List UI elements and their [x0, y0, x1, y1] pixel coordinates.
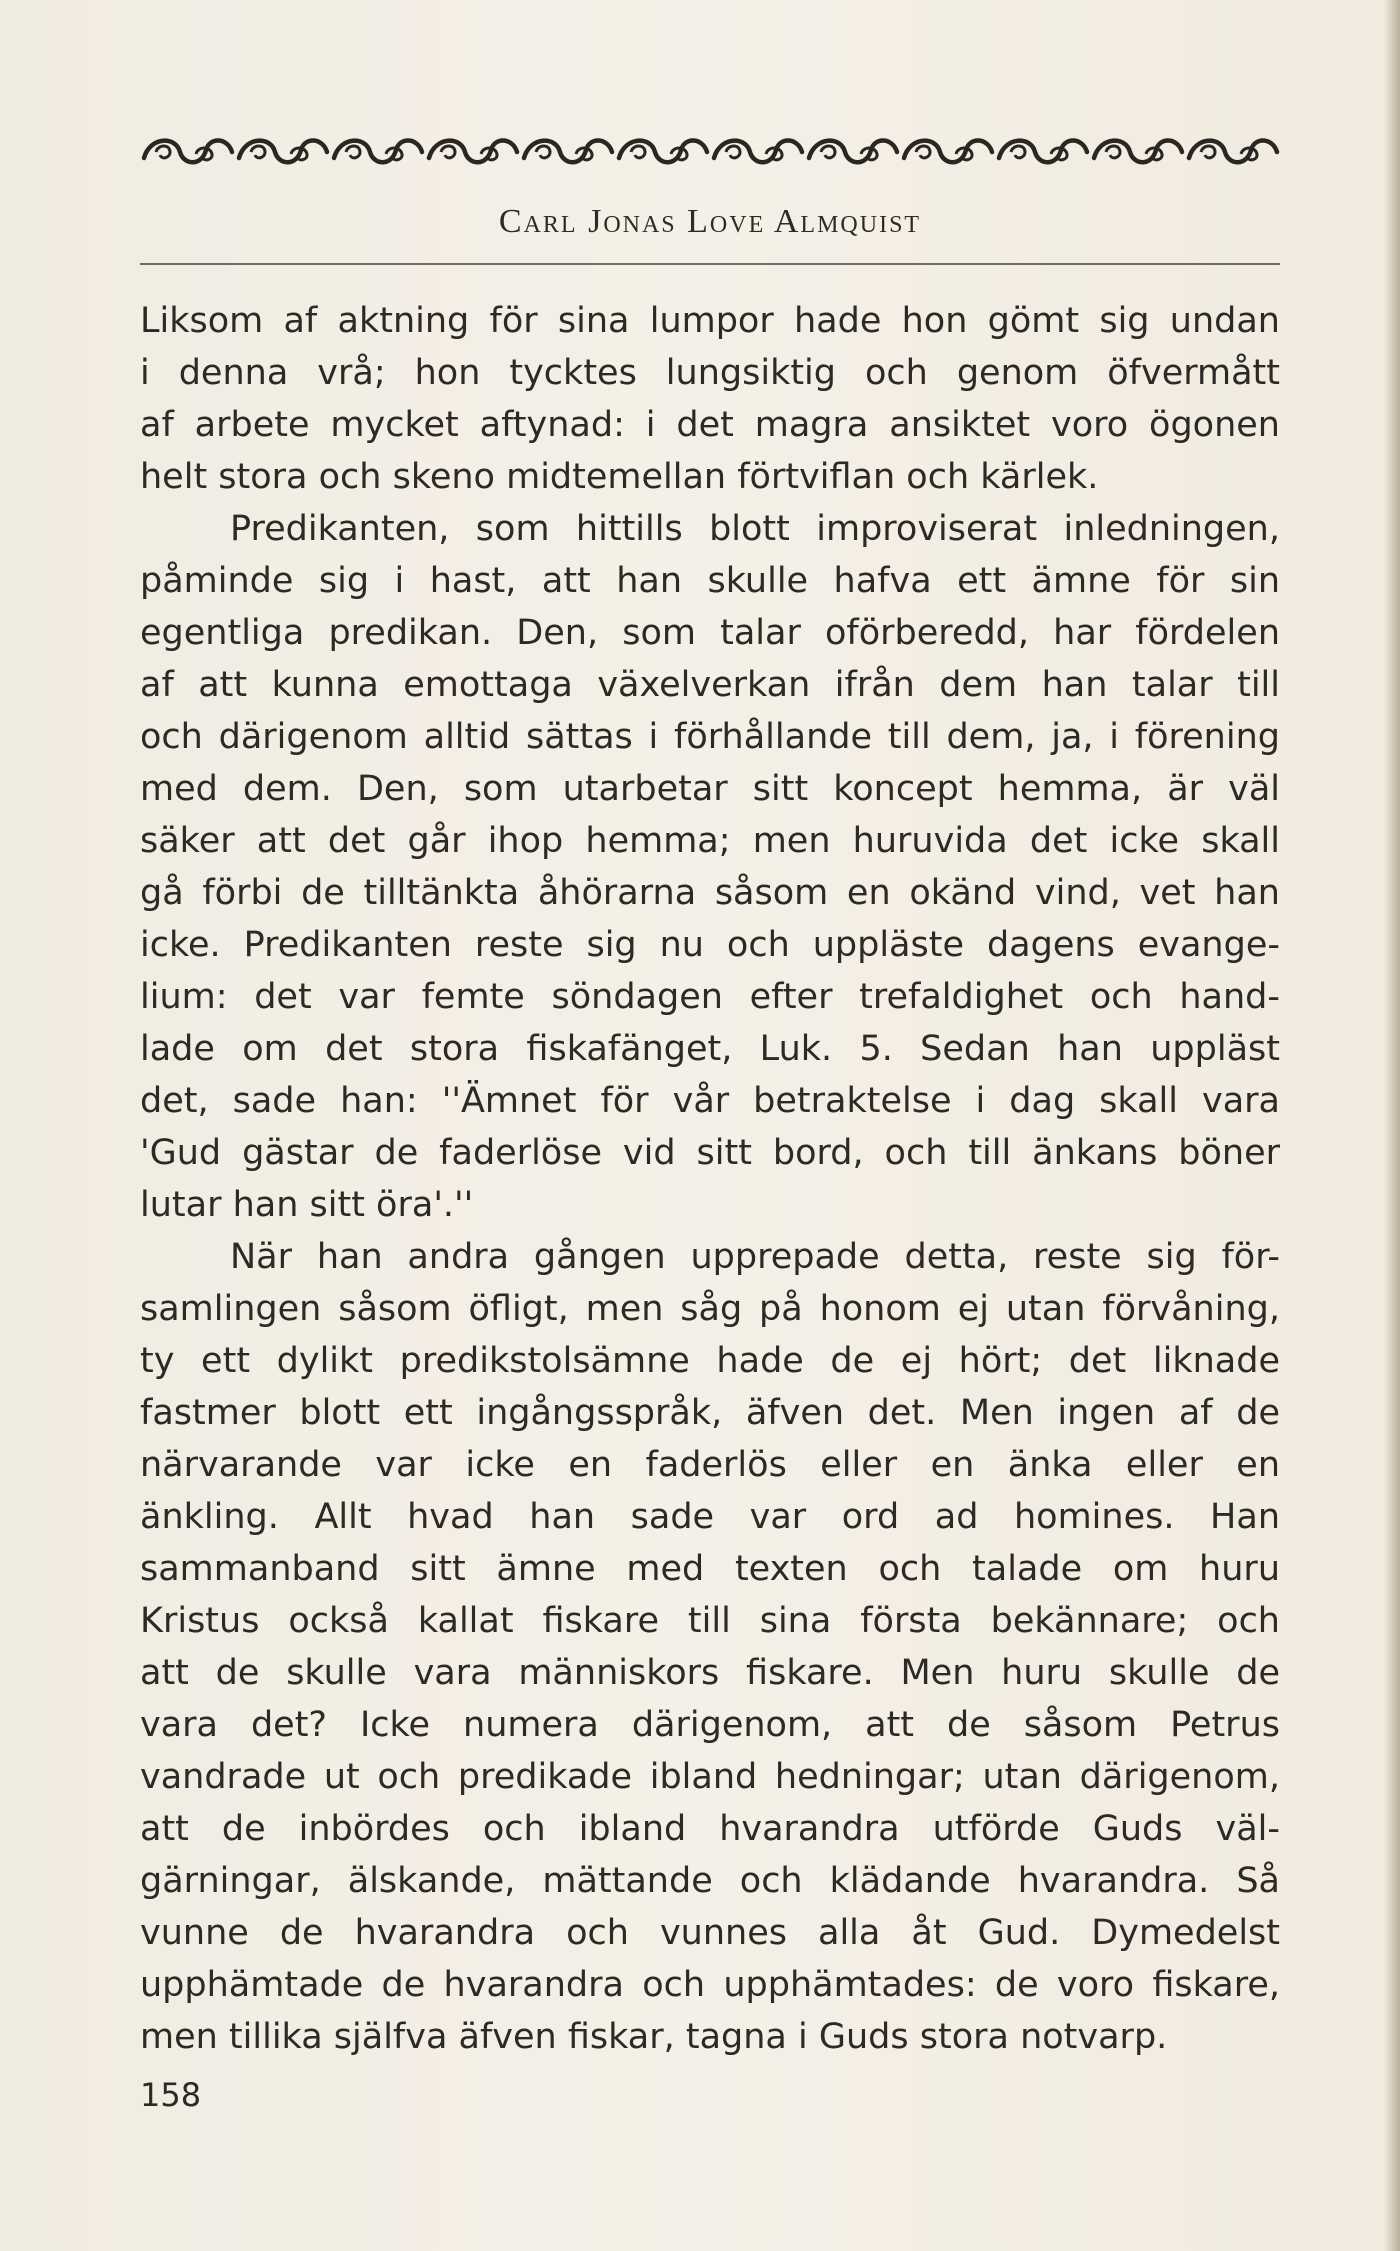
- running-head-title: Carl Jonas Love Almquist: [498, 203, 922, 240]
- text-line: det, sade han: ''Ämnet för vår betraktelse i dag skall vara: [140, 1081, 1280, 1121]
- text-line: säker att det går ihop hemma; men huruvida det icke skall: [140, 821, 1280, 861]
- text-line: icke. Predikanten reste sig nu och uppläste dagens evange-: [140, 925, 1280, 965]
- text-line: ty ett dylikt predikstolsämne hade de ej hört; det liknade: [140, 1341, 1280, 1381]
- text-line: att de skulle vara människors fiskare. Men huru skulle de: [140, 1653, 1280, 1693]
- text-line: lutar han sitt öra'.'': [140, 1185, 474, 1225]
- text-line: af arbete mycket aftynad: i det magra ansiktet voro ögonen: [140, 405, 1280, 445]
- header-rule: [140, 263, 1280, 265]
- text-line: af att kunna emottaga växelverkan ifrån dem han talar till: [140, 665, 1280, 705]
- text-line: lade om det stora fiskafänget, Luk. 5. Sedan han uppläst: [140, 1029, 1280, 1069]
- text-line: men tillika själfva äfven fiskar, tagna i Guds stora notvarp.: [140, 2017, 1168, 2057]
- text-line: fastmer blott ett ingångsspråk, äfven det. Men ingen af de: [140, 1393, 1280, 1433]
- text-line: vunne de hvarandra och vunnes alla åt Gud. Dymedelst: [140, 1913, 1280, 1953]
- text-line: och därigenom alltid sättas i förhållande till dem, ja, i förening: [140, 717, 1280, 757]
- text-line: samlingen såsom öfligt, men såg på honom ej utan förvåning,: [140, 1289, 1280, 1329]
- page-edge-shadow: [1384, 0, 1400, 2251]
- text-line: vandrade ut och predikade ibland hedningar; utan därigenom,: [140, 1757, 1280, 1797]
- text-line: Kristus också kallat fiskare till sina första bekännare; och: [140, 1601, 1280, 1641]
- body-text: [140, 295, 1280, 2063]
- text-line: Predikanten, som hittills blott improviserat inledningen,: [230, 509, 1280, 549]
- ornament-border-icon: [140, 128, 1280, 174]
- text-line: påminde sig i hast, att han skulle hafva ett ämne för sin: [140, 561, 1280, 601]
- text-line: Liksom af aktning för sina lumpor hade hon gömt sig undan: [140, 301, 1280, 341]
- text-line: lium: det var femte söndagen efter trefaldighet och hand-: [140, 977, 1280, 1017]
- text-line: När han andra gången upprepade detta, reste sig för-: [230, 1237, 1280, 1277]
- text-line: upphämtade de hvarandra och upphämtades: de voro fiskare,: [140, 1965, 1280, 2005]
- text-line: sammanband sitt ämne med texten och talade om huru: [140, 1549, 1280, 1589]
- page-number: 158: [140, 2076, 202, 2114]
- text-line: 'Gud gästar de faderlöse vid sitt bord, och till änkans böner: [140, 1133, 1280, 1173]
- text-line: änkling. Allt hvad han sade var ord ad homines. Han: [140, 1497, 1280, 1537]
- text-line: helt stora och skeno midtemellan förtviflan och kärlek.: [140, 457, 1099, 497]
- text-line: egentliga predikan. Den, som talar oförberedd, har fördelen: [140, 613, 1280, 653]
- text-line: i denna vrå; hon tycktes lungsiktig och genom öfvermått: [140, 353, 1280, 393]
- text-line: gå förbi de tilltänkta åhörarna såsom en okänd vind, vet han: [140, 873, 1280, 913]
- text-line: med dem. Den, som utarbetar sitt koncept hemma, är väl: [140, 769, 1280, 809]
- text-line: vara det? Icke numera därigenom, att de såsom Petrus: [140, 1705, 1280, 1745]
- text-line: att de inbördes och ibland hvarandra utförde Guds väl-: [140, 1809, 1280, 1849]
- text-line: närvarande var icke en faderlös eller en änka eller en: [140, 1445, 1280, 1485]
- text-line: gärningar, älskande, mättande och klädande hvarandra. Så: [140, 1861, 1280, 1901]
